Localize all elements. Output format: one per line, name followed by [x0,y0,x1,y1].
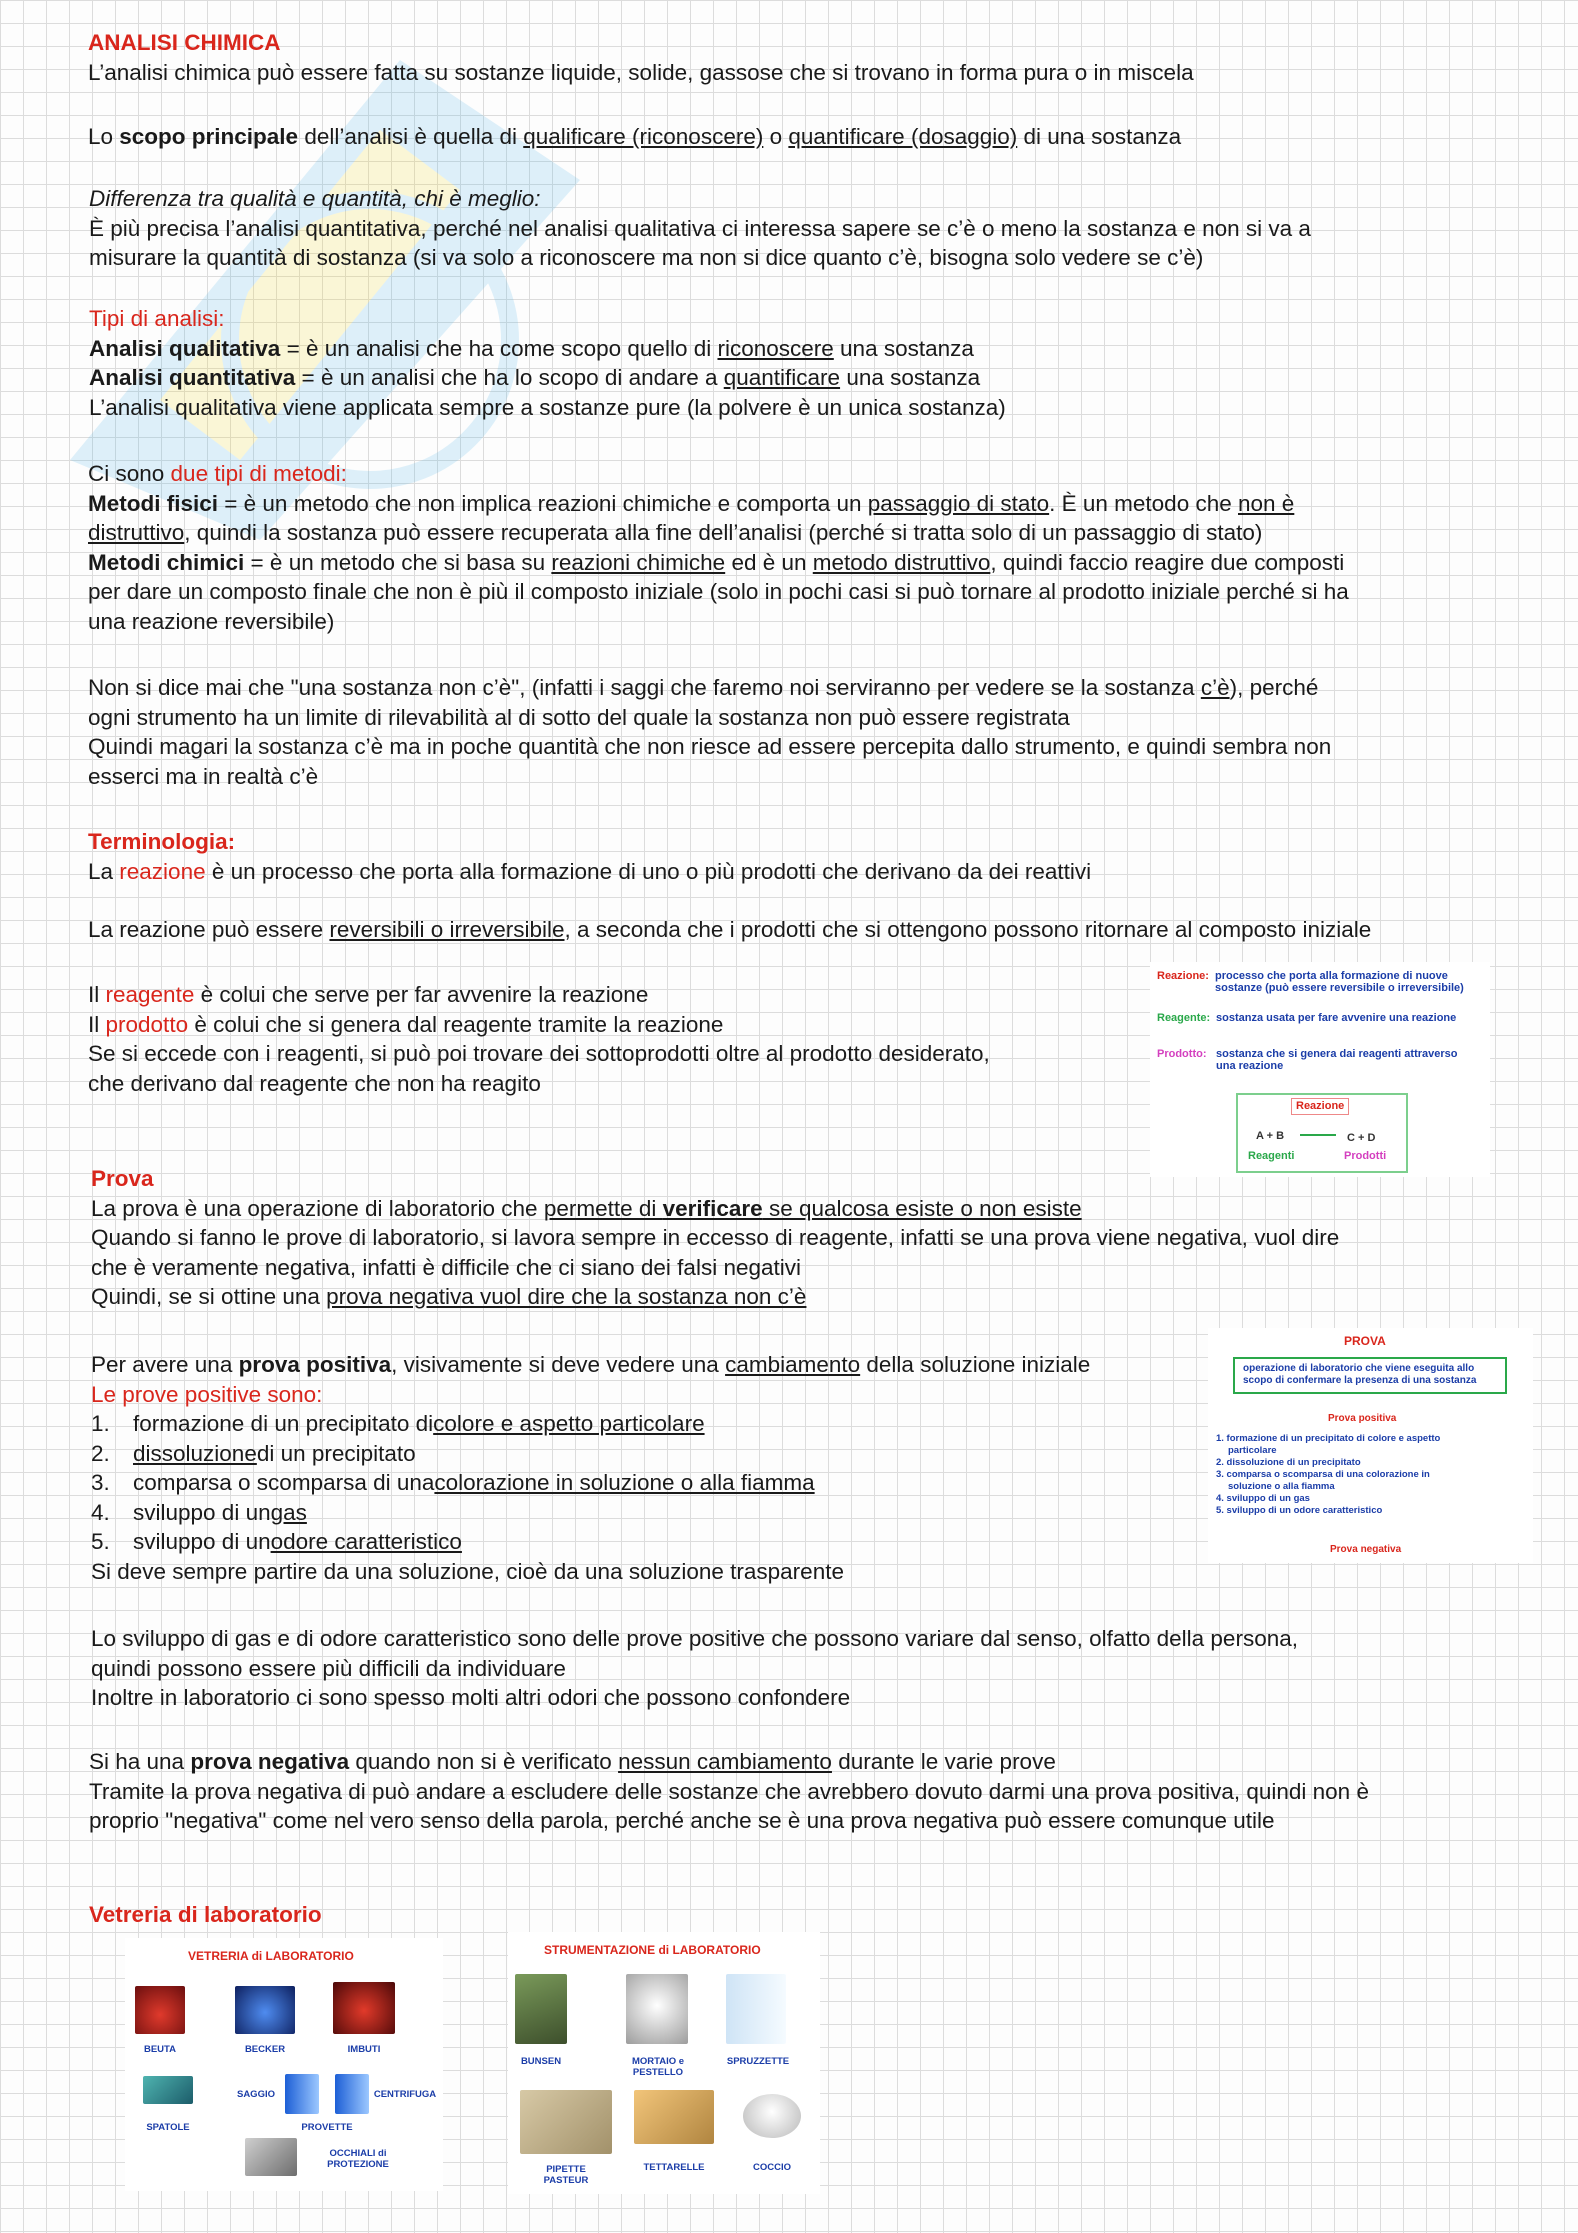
mortaio-image [626,1974,688,2044]
negative-test-section: Si ha una prova negativa quando non si è verificato nessun cambiamento durante le varie prove Tramite la prova negativa di può andare a escludere delle sostanze che avrebbero dovuto darmi una prova positiva, quindi non è proprio "negativa" come nel vero senso della parola, perché anche se è una prova negativa può essere comunque utile [89,1749,1369,1833]
section-title: Vetreria di laboratorio [89,1902,322,1927]
positive-tests-list [91,1409,1090,1557]
list-item: 1. formazione di un precipitato di colore e aspetto particolare [91,1411,705,1436]
list-item: 4. sviluppo di un gas [91,1499,307,1525]
glassware-section [89,1900,322,1930]
reversible-line: La reazione può essere reversibili o irreversibile, a seconda che i prodotti che si ottengono possono ritornare al composto iniziale [88,917,1372,942]
imbuti-image [333,1982,395,2034]
becker-image [235,1986,295,2034]
arrow-icon [1300,1134,1336,1136]
intro-line: L’analisi chimica può essere fatta su sostanze liquide, solide, gassose che si trovano in forma pura o in miscela [88,59,1194,85]
quality-quantity-section: Differenza tra qualità e quantità, chi è meglio: È più precisa l’analisi quantitativa, perché nel analisi qualitativa ci interessa sapere se c’è o meno la sostanza e non si va a misurare la quantità di sostanza (si va solo a riconoscere ma non si dice quanto c’è, bisogna solo vedere se c’è) [89,186,1311,270]
terminology-section: Terminologia: La reazione è un processo che porta alla formazione di uno o più prodotti che derivano da dei reattivi [88,829,1092,884]
bunsen-image [515,1974,567,2044]
page-title: ANALISI CHIMICA [88,30,281,55]
instruments-figure: STRUMENTAZIONE di LABORATORIO BUNSEN MORTAIO e PESTELLO SPRUZZETTE PIPETTE PASTEUR TETTARELLE COCCIO [508,1932,820,2194]
analysis-types-section: Tipi di analisi: Analisi qualitativa = è un analisi che ha come scopo quello di riconoscere una sostanza Analisi quantitativa = è un analisi che ha lo scopo di andare a quantificare una sostanza L’analisi qualitativa viene applicata sempre a sostanze pure (la polvere è un unica sostanza) [89,306,1006,420]
list-item: 3. comparsa o scomparsa di una colorazione in soluzione o alla fiamma [91,1470,815,1495]
glassware-figure: VETRERIA di LABORATORIO BEUTA BECKER IMBUTI SPATOLE SAGGIO CENTRIFUGA PROVETTE OCCHIALI di PROTEZIONE [125,1938,443,2191]
reaction-definitions-figure: Reazione: processo che porta alla formazione di nuove sostanze (può essere reversibile o irreversibile) Reagente: sostanza usata per fare avvenire una reazione Prodotto: sostanza che si genera dai reagenti attraverso una reazione Reazione A + B C + D Reagenti Prodotti [1150,962,1490,1177]
gas-odor-section: Lo sviluppo di gas e di odore caratteristico sono delle prove positive che possono variare dal senso, olfatto della persona, quindi possono essere più difficili da individuare Inoltre in laboratorio ci sono spesso molti altri odori che possono confondere [91,1626,1298,1710]
scope-line: Lo scopo principale dell’analisi è quella di qualificare (riconoscere) o quantificare (dosaggio) di una sostanza [88,124,1182,149]
occhiali-image [245,2138,297,2176]
provette-image-1 [285,2074,319,2114]
section-heading: Tipi di analisi: [89,306,225,331]
section-title: Prova [91,1166,154,1191]
tettarelle-image [634,2090,714,2144]
spruzzette-image [726,1974,786,2044]
coccio-image [743,2094,801,2138]
section-title: Terminologia: [88,829,236,854]
prova-section: Prova La prova è una operazione di laboratorio che permette di verificare se qualcosa esiste o non esiste Quando si fanno le prove di laboratorio, si lavora sempre in eccesso di reagente, infatti se una prova viene negativa, vuol dire che è veramente negativa, infatti è difficile che ci siano dei falsi negativi Quindi, se si ottine una prova negativa vuol dire che la sostanza non c’è [91,1166,1340,1309]
beuta-image [135,1986,185,2034]
list-item: 5. sviluppo di un odore caratteristico [91,1529,462,1554]
section-heading: Differenza tra qualità e quantità, chi è meglio: [89,186,541,211]
methods-section: Ci sono due tipi di metodi: Metodi fisici = è un metodo che non implica reazioni chimiche e comporta un passaggio di stato. È un metodo che non è distruttivo, quindi la sostanza può essere recuperata alla fine dell’analisi (perché si tratta solo di un passaggio di stato) Metodi chimici = è un metodo che si basa su reazioni chimiche ed è un metodo distruttivo, quindi faccio reagire due composti per dare un composto finale che non è più il composto iniziale (solo in pochi casi si può tornare al prodotto iniziale perché si ha una reazione reversibile) [88,461,1349,634]
reagent-lines: Il reagente è colui che serve per far avvenire la reazione Il prodotto è colui che si genera dal reagente tramite la reazione Se si eccede con i reagenti, si può poi trovare dei sottoprodotti oltre al prodotto desiderato, che derivano dal reagente che non ha reagito [88,982,990,1096]
provette-image-2 [335,2074,369,2114]
spatole-image [143,2076,193,2104]
prova-figure: PROVA operazione di laboratorio che viene eseguita allo scopo di confermare la presenza di una sostanza Prova positiva 1. formazione di un precipitato di colore e aspetto particolare 2. dissoluzione di un precipitato 3. comparsa o scomparsa di una colorazione in soluzione o alla fiamma 4. sviluppo di un gas 5. sviluppo di un odore caratteristico Prova negativa [1208,1328,1533,1563]
positive-tests-section: Per avere una prova positiva, visivamente si deve vedere una cambiamento della soluzione iniziale Le prove positive sono: 1. formazione di un precipitato di colore e aspetto particolare 2. dissoluzione di un precipitato 3. comparsa o scomparsa di una colorazione in soluzione o alla fiamma 4. sviluppo di un gas 5. sviluppo di un odore caratteristico Si deve sempre partire da una soluzione, cioè da una soluzione trasparente [91,1352,1091,1584]
pipette-image [520,2090,612,2154]
detection-limit-section: Non si dice mai che "una sostanza non c’è", (infatti i saggi che faremo noi serviranno per vedere se la sostanza c’è), perché ogni strumento ha un limite di rilevabilità al di sotto del quale la sostanza non può essere registrata Quindi magari la sostanza c’è ma in poche quantità che non riesce ad essere percepita dallo strumento, e quindi sembra non esserci ma in realtà c’è [88,675,1332,789]
list-item: 2. dissoluzione di un precipitato [91,1440,416,1466]
